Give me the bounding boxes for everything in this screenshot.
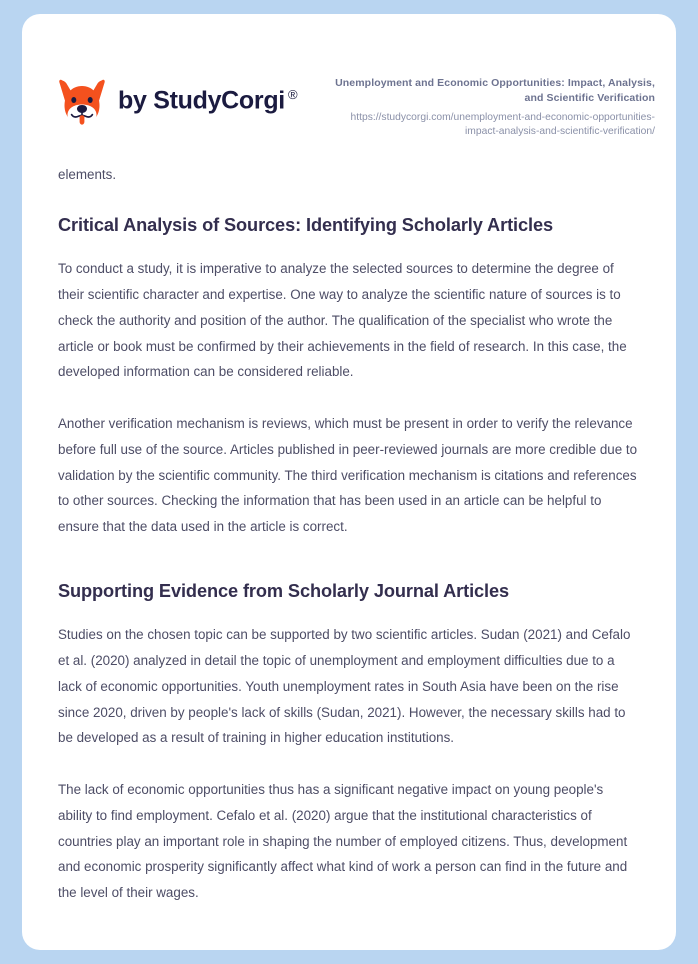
brand-lockup [58,76,297,126]
header-meta [325,76,655,140]
paragraph: To conduct a study, it is imperative to analyze the selected sources to determine the degree of their scientific character and expertise. One way to analyze the scientific nature of sources is to check the authority and position of the author. The qualification of the specialist who wrote the article or book must be confirmed by their achievements in the field of research. In this case, the developed information can be considered reliable. [58,261,627,380]
paragraph: Another verification mechanism is reviews, which must be present in order to verify the relevance before full use of the source. Articles published in peer-reviewed journals are more credible due to validation by the scientific community. The third verification mechanism is citations and references to other sources. Checking the information that has been used in an article can be helpful to ensure that the data used in the article is correct. [58,416,638,534]
section-spacer [58,566,640,580]
corgi-face-logo-icon [58,76,106,126]
brand-name [118,88,297,113]
paragraph: The lack of economic opportunities thus has a significant negative impact on young people's ability to find employment. Cefalo et al. (2020) argue that the institutional characteristics of countries play an important role in shaping the number of employed citizens. Thus, development and economic prosperity significantly affect what kind of work a person can find in the future and the level of their wages. [58,782,628,900]
section-heading-2: Supporting Evidence from Scholarly Journal Articles [58,580,510,601]
continued-text-line: elements. [58,167,117,182]
document-body [22,162,676,906]
document-page-card [22,14,676,950]
section-heading-1: Critical Analysis of Sources: Identifying Scholarly Articles [58,214,553,235]
source-url[interactable]: https://studycorgi.com/unemployment-and-economic-opportunities-impact-analysis-and-scientific-verification/ [350,111,655,138]
paragraph: Studies on the chosen topic can be supported by two scientific articles. Sudan (2021) and Cefalo et al. (2020) analyzed in detail the topic of unemployment and employment difficulties due to a lack of economic opportunities. Youth unemployment rates in South Asia have been on the rise since 2020, driven by people's lack of skills (Sudan, 2021). However, the necessary skills had to be developed as a result of training in higher education institutions. [58,627,631,746]
document-header [22,14,676,162]
registered-trademark-icon: ® [287,87,298,103]
brand-name-text: by StudyCorgi [118,86,285,115]
document-title: Unemployment and Economic Opportunities: Impact, Analysis, and Scientific Verification [335,77,655,104]
